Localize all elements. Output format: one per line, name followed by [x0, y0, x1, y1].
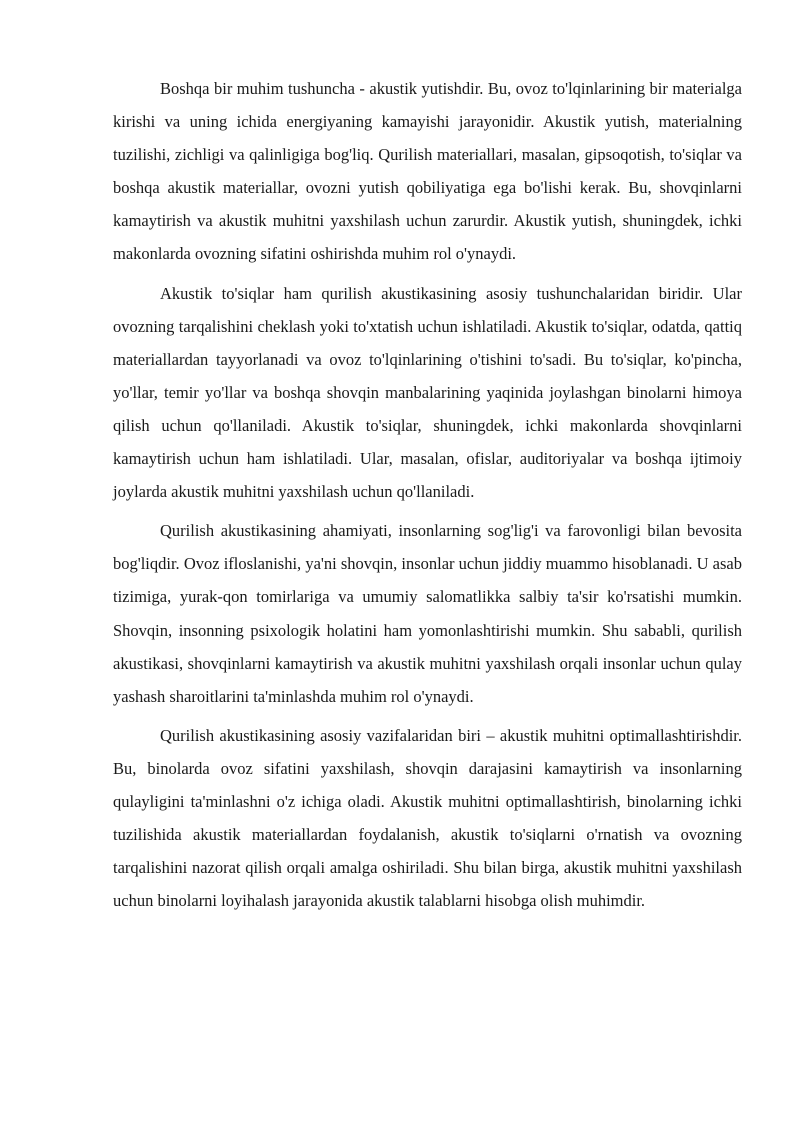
paragraph-acoustic-barriers: Akustik to'siqlar ham qurilish akustikasining asosiy tushunchalaridan biridir. Ular ovozning tarqalishini cheklash yoki to'xtatish uchun ishlatiladi. Akustik to'siqlar, odatda, qattiq materiallardan tayyorlanadi va ovoz to'lqinlarining o'tishini to'sadi. Bu to'siqlar, ko'pincha, yo'llar, temir yo'llar va boshqa shovqin manbalarining yaqinida joylashgan binolarni himoya qilish uchun qo'llaniladi. Akustik to'siqlar, shuningdek, ichki makonlarda shovqinlarni kamaytirish uchun ham ishlatiladi. Ular, masalan, ofislar, auditoriyalar va boshqa ijtimoiy joylarda akustik muhitni yaxshilash uchun qo'llaniladi.: [113, 283, 742, 502]
paragraph-acoustic-absorption: Boshqa bir muhim tushuncha - akustik yutishdir. Bu, ovoz to'lqinlarining bir materialga kirishi va uning ichida energiyaning kamayishi jarayonidir. Akustik yutish, materialning tuzilishi, zichligi va qalinligiga bog'liq. Qurilish materiallari, masalan, gipsoqotish, to'siqlar va boshqa akustik materiallar, ovozni yutish qobiliyatiga ega bo'lishi kerak. Bu, shovqinlarni kamaytirish va akustik muhitni yaxshilash uchun zarurdir. Akustik yutish, shuningdek, ichki makonlarda ovozning sifatini oshirishda muhim rol o'ynaydi.: [113, 79, 742, 264]
paragraph-optimization: Qurilish akustikasining asosiy vazifalaridan biri – akustik muhitni optimallashtirishdir. Bu, binolarda ovoz sifatini yaxshilash, shovqin darajasini kamaytirish va insonlarning qulayligini ta'minlashni o'z ichiga oladi. Akustik muhitni optimallashtirish, binolarning ichki tuzilishida akustik materiallardan foydalanish, akustik to'siqlarni o'rnatish va ovozning tarqalishini nazorat qilish orqali amalga oshiriladi. Shu bilan birga, akustik muhitni yaxshilash uchun binolarni loyihalash jarayonida akustik talablarni hisobga olish muhimdir.: [113, 725, 742, 911]
document-page: [113, 72, 742, 923]
paragraph-importance: Qurilish akustikasining ahamiyati, insonlarning sog'lig'i va farovonligi bilan bevosita bog'liqdir. Ovoz ifloslanishi, ya'ni shovqin, insonlar uchun jiddiy muammo hisoblanadi. U asab tizimiga, yurak-qon tomirlariga va umumiy salomatlikka salbiy ta'sir ko'rsatishi mumkin. Shovqin, insonning psixologik holatini ham yomonlashtirishi mumkin. Shu sababli, qurilish akustikasi, shovqinlarni kamaytirish va akustik muhitni yaxshilash orqali insonlar uchun qulay yashash sharoitlarini ta'minlashda muhim rol o'ynaydi.: [113, 521, 742, 706]
